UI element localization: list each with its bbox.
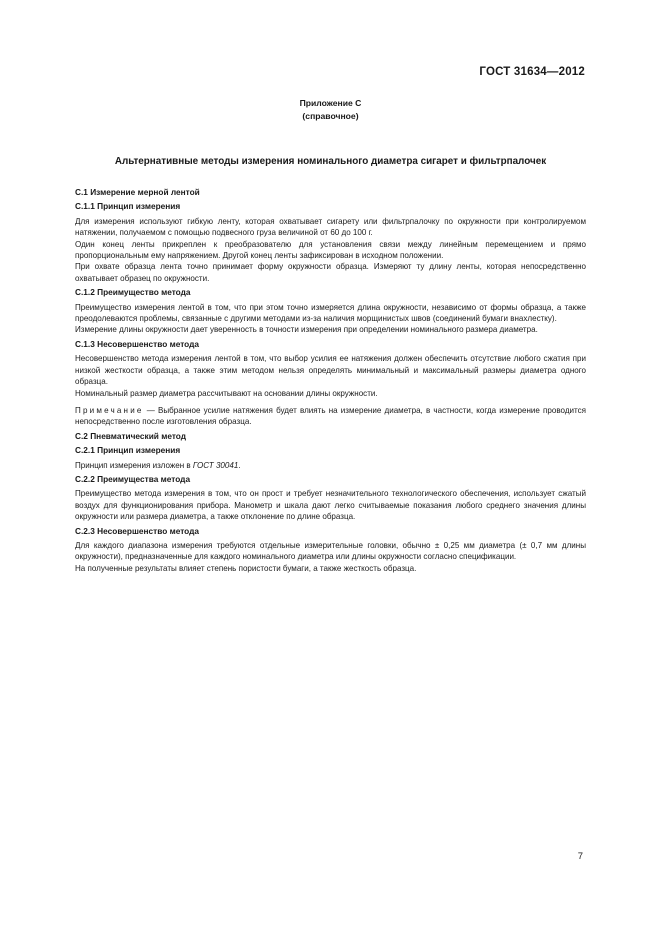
document-body: [75, 187, 586, 574]
paragraph: Преимущество измерения лентой в том, что при этом точно измеряется длина окружности, независимо от формы образца, а также преодолеваются проблемы, связанные с другими методами из-за наличия морщинистых швов (соединений бумаги внахлестку).: [75, 302, 586, 324]
note-label: Примечание: [75, 405, 144, 415]
section-heading-c1: С.1 Измерение мерной лентой: [75, 187, 200, 197]
note: [75, 405, 586, 428]
subsection-heading-c1-1: С.1.1 Принцип измерения: [75, 201, 181, 212]
paragraph: Преимущество метода измерения в том, что он прост и требует незначительного технологического обеспечения, использует сжатый воздух для функционирования прибора. Манометр и шкала дают легко считываемые показания любого среднего значения длины окружности или размера диаметра, а также отклонение по длине образца.: [75, 489, 586, 522]
appendix-title: Приложение С: [299, 98, 362, 108]
subsection-heading-c2-2: С.2.2 Преимущества метода: [75, 473, 191, 484]
paragraph: Номинальный размер диаметра рассчитывают на основании длины окружности.: [75, 388, 378, 398]
paragraph: Измерение длины окружности дает уверенность в точности измерения при определении номинального размера диаметра.: [75, 325, 538, 335]
paragraph: Для каждого диапазона измерения требуются отдельные измерительные головки, обычно ± 0,25 мм диаметра (± 0,7 мм длины окружности), предназначенные для каждого номинального диаметра или длины окружности согласно спецификации.: [75, 540, 586, 562]
paragraph: Несовершенство метода измерения лентой в том, что выбор усилия ее натяжения должен обеспечить отсутствие любого сжатия при низкой жесткости образца, а также этим методом нельзя определять минимальный и максимальный размеры диаметра одного образца.: [75, 354, 586, 387]
paragraph: Один конец ленты прикреплен к преобразователю для установления связи между линейным перемещением и прямо пропорциональным ему напряжением. Другой конец ленты зафиксирован в исходном положении.: [75, 239, 586, 261]
subsection-heading-c2-1: С.2.1 Принцип измерения: [75, 445, 181, 456]
subsection-heading-c1-2: С.1.2 Преимущество метода: [75, 287, 191, 298]
subsection-heading-c1-3: С.1.3 Несовершенство метода: [75, 338, 200, 349]
paragraph: Для измерения используют гибкую ленту, которая охватывает сигарету или фильтрпалочку по окружности при контролируемом натяжении, получаемом с помощью подвесного груза величиной от 60 до 100 г.: [75, 216, 586, 238]
note-text: — Выбранное усилие натяжения будет влиять на измерение диаметра, в частности, когда измерение проводится непосредственно после изготовления образца.: [75, 405, 586, 427]
text: .: [238, 460, 241, 470]
paragraph: При охвате образца лента точно принимает форму окружности образца. Измеряют ту длину ленты, которая непосредственно охватывает образец по окружности.: [75, 262, 586, 283]
paragraph: [75, 460, 586, 471]
section-heading-c2: С.2 Пневматический метод: [75, 430, 187, 441]
paragraph: На полученные результаты влияет степень пористости бумаги, а также жесткость образца.: [75, 563, 417, 573]
page-number: 7: [577, 851, 583, 862]
text: Принцип измерения изложен в: [75, 460, 193, 470]
document-id: ГОСТ 31634—2012: [479, 66, 585, 78]
page-title: Альтернативные методы измерения номинального диаметра сигарет и фильтрпалочек: [114, 156, 547, 167]
appendix-subtitle: (справочное): [302, 111, 359, 121]
subsection-heading-c2-3: С.2.3 Несовершенство метода: [75, 525, 200, 536]
standard-reference: ГОСТ 30041: [192, 460, 239, 470]
appendix-heading: [0, 97, 661, 123]
